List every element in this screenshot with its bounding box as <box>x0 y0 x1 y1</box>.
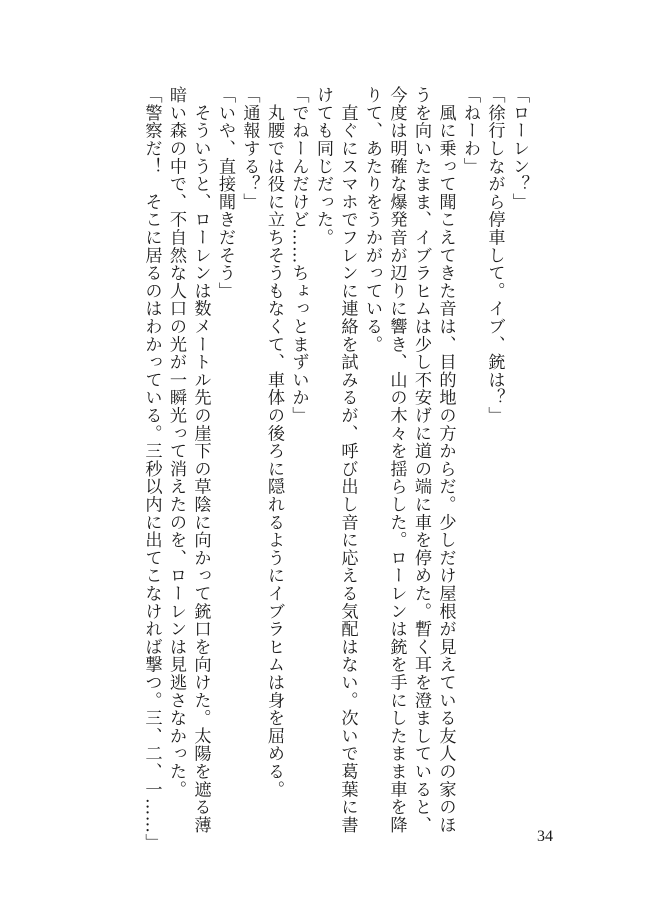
text-line: そういうと、ローレンは数メートル先の崖下の草陰に向かって銃口を向けた。太陽を遮る薄 <box>190 86 211 834</box>
text-line: 「いや、直接聞きだそう」 <box>215 86 235 300</box>
text-line: 「警察だ！ そこに居るのはわかっている。三秒以内に出てこなければ撃つ。三、二、一……」 <box>141 86 162 852</box>
text-line: 「でねーんだけど……ちょっとまずいか」 <box>288 86 309 425</box>
text-line: 風に乗って聞こえてきた音は、目的地の方からだ。少しだけ屋根が見えている友人の家のほ <box>435 86 456 834</box>
text-line: りて、あたりをうかがっている。 <box>362 86 382 353</box>
page-number: 34 <box>537 828 553 845</box>
text-line: うを向いたまま、イブラヒムは少し不安げに道の端に車を停めた。暫く耳を澄ましていると、 <box>411 86 431 834</box>
text-line: けても同じだった。 <box>313 86 333 247</box>
text-line: 「ローレン？」 <box>509 86 529 211</box>
vertical-text-body <box>131 86 531 852</box>
text-line: 丸腰では役に立ちそうもなくて、車体の後ろに隠れるようにイブラヒムは身を屈める。 <box>264 86 284 798</box>
text-line: 「ねーわ」 <box>460 86 480 175</box>
text-line: 直ぐにスマホでフレンに連絡を試みるが、呼び出し音に応える気配はない。次いで葛葉に書 <box>337 86 358 834</box>
text-line: 「通報する？」 <box>239 86 260 211</box>
text-line: 暗い森の中で、不自然な人口の光が一瞬光って消えたのを、ローレンは見逃さなかった。 <box>166 86 186 798</box>
text-line: 「徐行しながら停車して。イブ、銃は？」 <box>484 86 505 425</box>
text-line: 今度は明確な爆発音が辺りに響き、山の木々を揺らした。ローレンは銃を手にしたまま車を降 <box>386 86 407 834</box>
